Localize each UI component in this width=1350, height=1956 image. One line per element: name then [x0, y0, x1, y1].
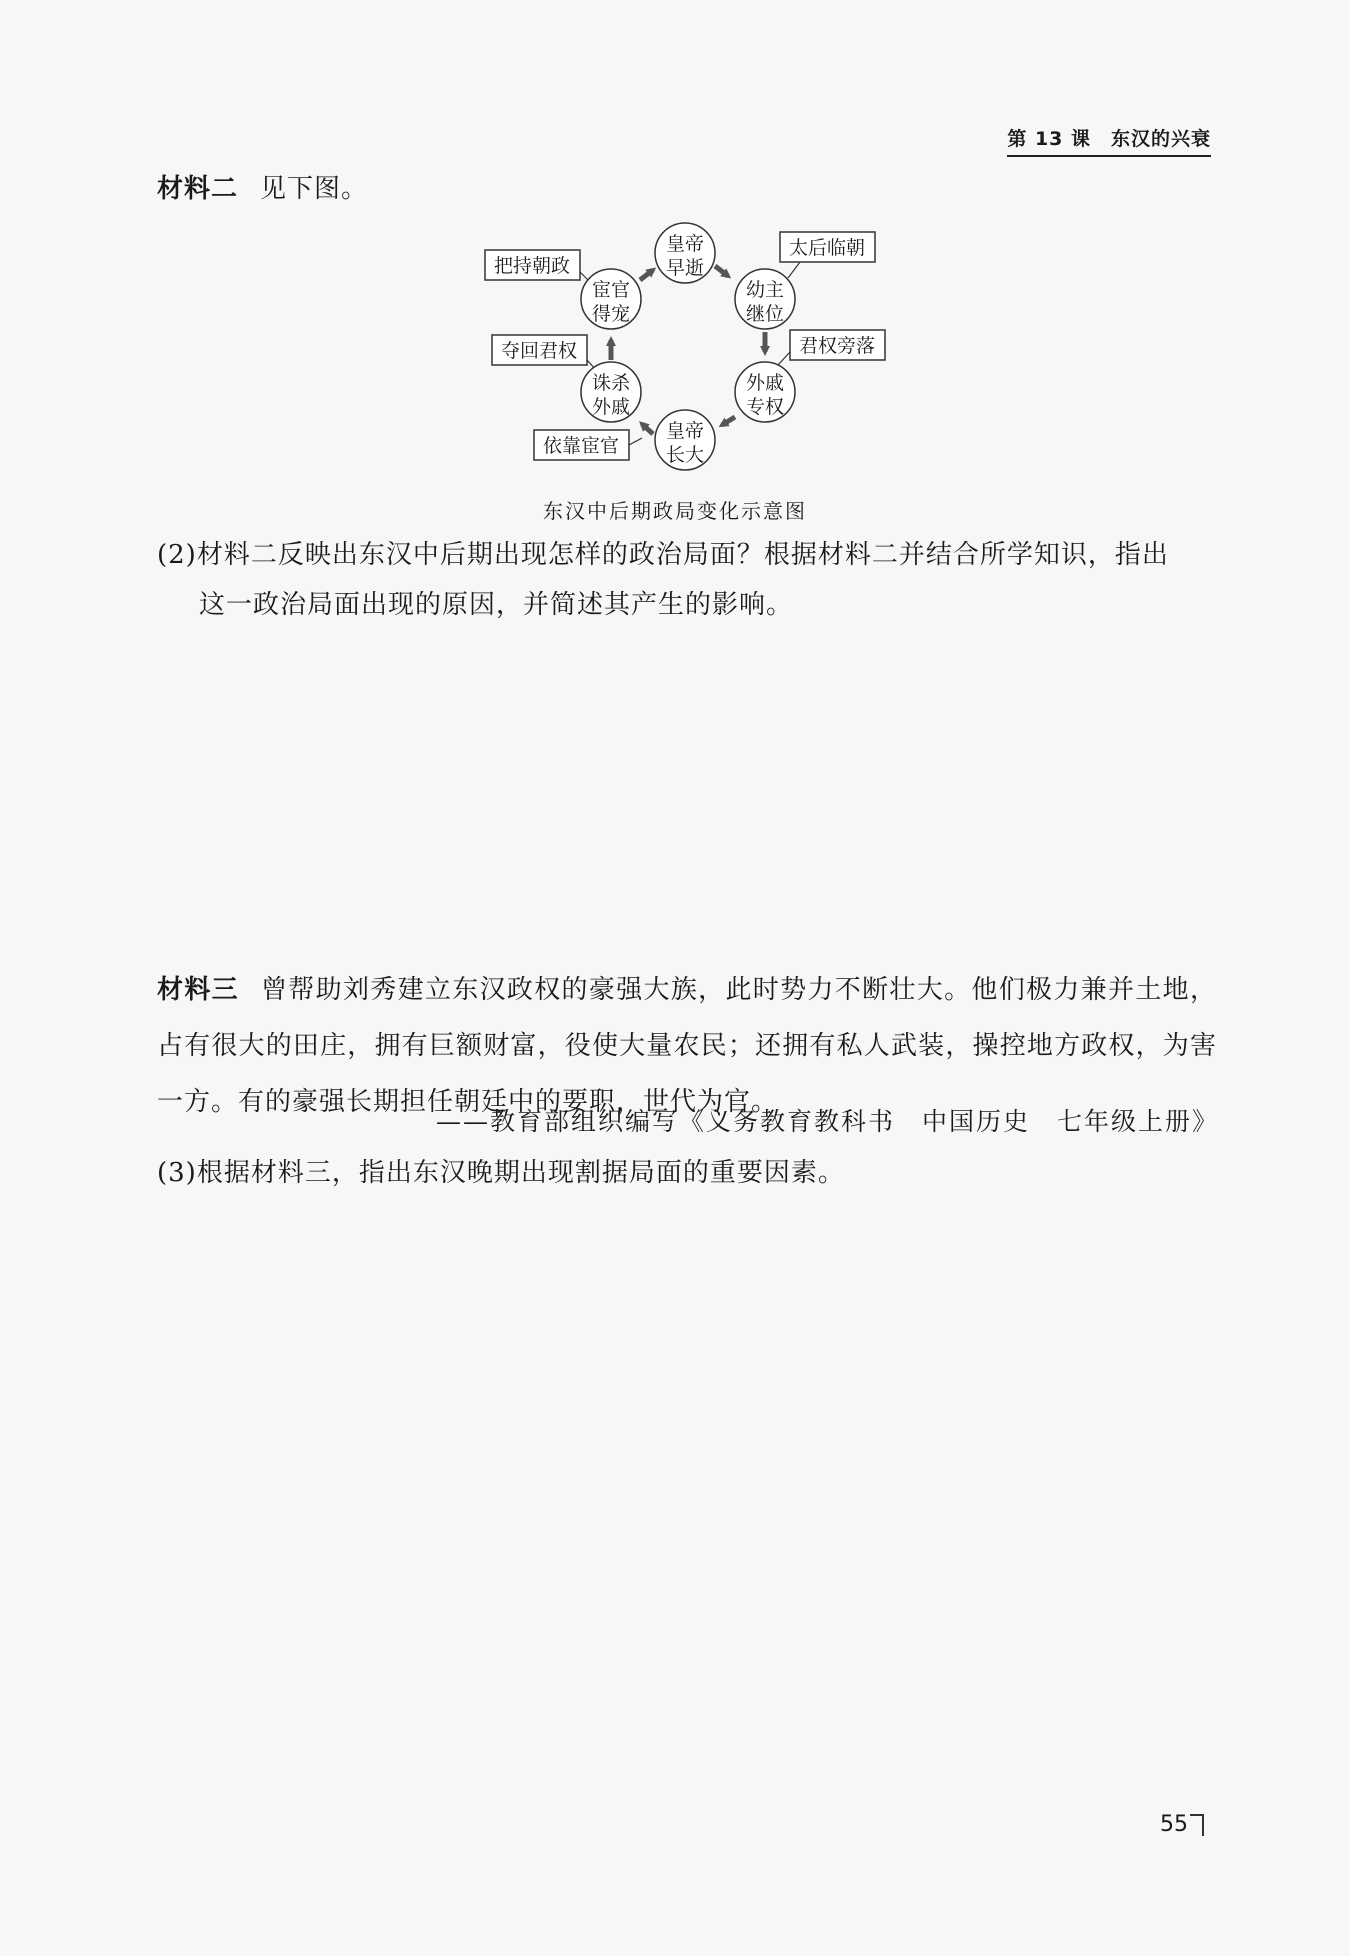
node-eunuchs-favored [581, 269, 641, 329]
box-right-text: 君权旁落 [798, 335, 876, 357]
running-header: 第 13 课 东汉的兴衰 [1007, 124, 1211, 157]
box-top-right [780, 232, 875, 262]
svg-text:诛杀: 诛杀 [591, 372, 631, 394]
svg-text:幼主: 幼主 [745, 279, 785, 301]
svg-text:专权: 专权 [745, 396, 785, 418]
node-consort-clan-rule [735, 362, 795, 422]
node-young-heir [735, 269, 795, 329]
material3-label: 材料三 [157, 975, 239, 1005]
svg-text:得宠: 得宠 [591, 303, 631, 325]
material3-text: 曾帮助刘秀建立东汉政权的豪强大族，此时势力不断壮大。他们极力兼并土地，占有很大的田庄，拥有巨额财富，役使大量农民；还拥有私人武装，操控地方政权，为害一方。有的豪强长期担任朝廷中的要职，世代为官。 [157, 975, 1217, 1117]
question-3: (3)根据材料三，指出东汉晚期出现割据局面的重要因素。 [157, 1158, 845, 1188]
box-right [790, 330, 885, 360]
svg-text:外戚: 外戚 [745, 372, 785, 394]
svg-text:继位: 继位 [745, 303, 785, 325]
box-top-right-text: 太后临朝 [788, 237, 866, 259]
node-emperor-grows-up [655, 410, 715, 470]
page-number-mark [1190, 1814, 1204, 1836]
material2-label: 材料二 [157, 174, 239, 204]
box-left [492, 335, 587, 365]
box-left-text: 夺回君权 [500, 340, 578, 362]
question-2-line2: 这一政治局面出现的原因，并简述其产生的影响。 [199, 590, 794, 620]
svg-text:皇帝: 皇帝 [665, 420, 705, 442]
svg-text:外戚: 外戚 [591, 396, 631, 418]
material3-source: ——教育部组织编写《义务教育教科书 中国历史 七年级上册》 [435, 1107, 1219, 1136]
svg-text:宦官: 宦官 [591, 279, 631, 301]
material2-text: 见下图。 [260, 174, 369, 204]
box-bottom-left-text: 依靠宦官 [542, 435, 620, 457]
page-number: 55 [1160, 1812, 1188, 1837]
svg-text:早逝: 早逝 [665, 257, 705, 279]
diagram-caption: 东汉中后期政局变化示意图 [543, 499, 807, 523]
question-2 [157, 530, 1217, 630]
svg-text:皇帝: 皇帝 [665, 233, 705, 255]
box-top-left [485, 250, 580, 280]
svg-text:长大: 长大 [665, 444, 705, 466]
material2 [157, 164, 368, 214]
box-top-left-text: 把持朝政 [493, 255, 571, 277]
question-2-line1: (2)材料二反映出东汉中后期出现怎样的政治局面？根据材料二并结合所学知识，指出 [157, 540, 1169, 570]
cycle-diagram [470, 220, 900, 475]
node-kill-consort-clan [581, 362, 641, 422]
node-emperor-dies-young [655, 223, 715, 283]
box-bottom-left [534, 430, 629, 460]
